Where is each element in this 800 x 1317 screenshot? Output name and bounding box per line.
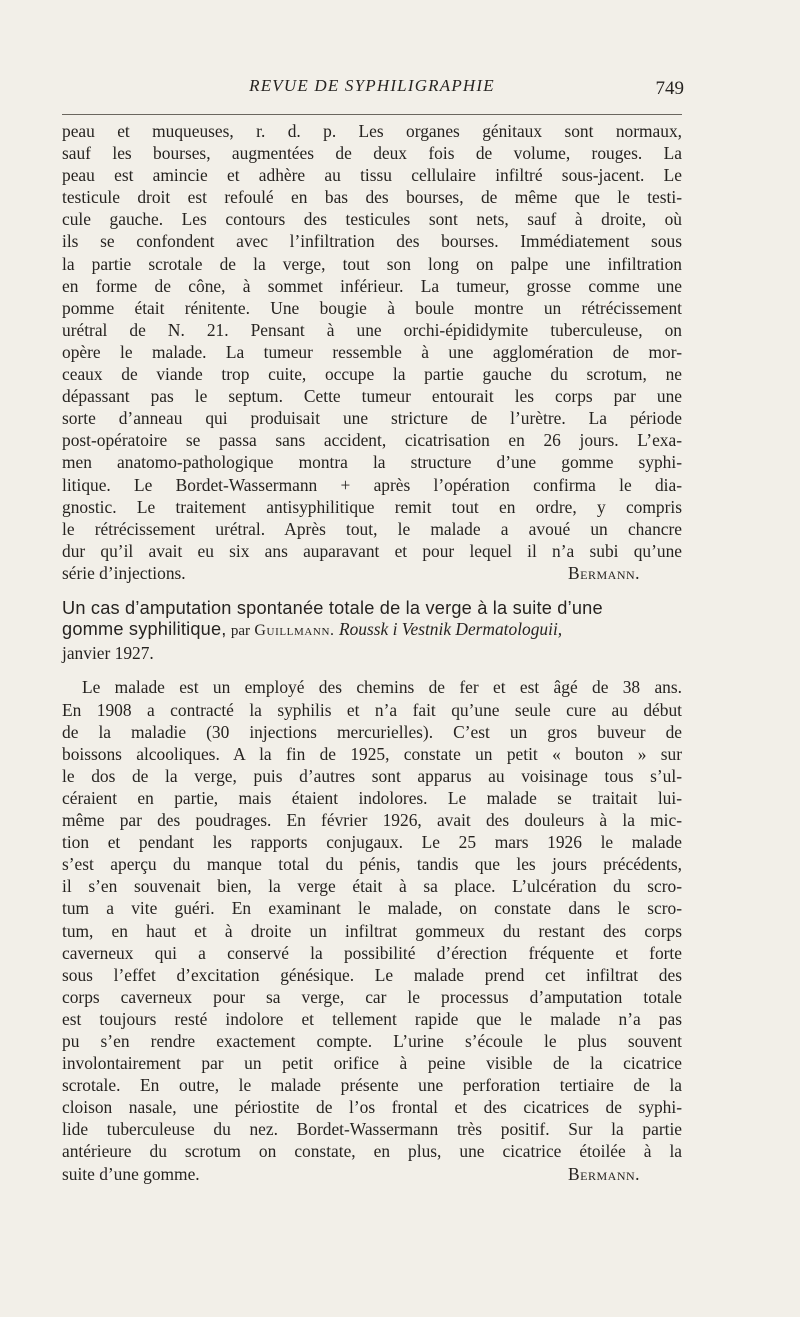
article-lines xyxy=(62,676,682,1162)
text-line: en forme de cône, à sommet inférieur. La tumeur, grosse comme une xyxy=(62,275,682,296)
page-number: 749 xyxy=(655,78,684,99)
text-line: caverneux qui a conservé la possibilité d’érection fréquente et forte xyxy=(62,942,682,963)
text-line: cloison nasale, une périostite de l’os frontal et des cicatrices de syphi- xyxy=(62,1097,682,1118)
text-line: s’est aperçu du manque total du pénis, tandis que les jours précédents, xyxy=(62,854,682,875)
text-line: peau et muqueuses, r. d. p. Les organes génitaux sont normaux, xyxy=(62,121,682,141)
author-signature: Bermann. xyxy=(568,562,640,583)
text-line: sauf les bourses, augmentées de deux fois de volume, rouges. La xyxy=(62,143,682,164)
text-line: dur qu’il avait eu six ans auparavant et pour lequel il n’a subi qu’une xyxy=(62,540,682,561)
text-line: dépassant pas le septum. Cette tumeur entourait les corps par une xyxy=(62,386,682,407)
header-rule xyxy=(62,114,682,115)
publication-date: janvier 1927. xyxy=(62,642,154,663)
text-line: peau est amincie et adhère au tissu cellulaire infiltré sous-jacent. Le xyxy=(62,165,682,186)
page-header xyxy=(62,76,682,106)
signature-line xyxy=(62,562,682,584)
text-line: tion et pendant les rapports conjugaux. Le 25 mars 1926 le malade xyxy=(62,832,682,853)
article-paragraph xyxy=(62,676,682,1184)
text-line: pomme était rénitente. Une bougie à boule montre un rétrécissement xyxy=(62,297,682,318)
continuation-lines xyxy=(62,120,682,562)
text-line: gnostic. Le traitement antisyphilitique remit tout en ordre, y compris xyxy=(62,496,682,517)
text-line: corps caverneux pour sa verge, car le processus d’amputation totale xyxy=(62,986,682,1007)
text-line: tum a vite guéri. En examinant le malade, on constate dans le scro- xyxy=(62,898,682,919)
article-heading xyxy=(62,598,682,665)
article-title: Un cas d’amputation spontanée totale de la verge à la suite d’une xyxy=(62,597,603,618)
text-line: post-opératoire se passa sans accident, cicatrisation en 26 jours. L’exa- xyxy=(62,430,682,451)
text-line: scrotale. En outre, le malade présente une perforation tertiaire de la xyxy=(62,1075,682,1096)
text-line: sous l’effet d’excitation génésique. Le malade prend cet infiltrat des xyxy=(62,964,682,985)
author-signature: Bermann. xyxy=(568,1163,640,1184)
signature-line xyxy=(62,1163,682,1185)
text-line: ils se confondent avec l’infiltration des bourses. Immédiatement sous xyxy=(62,231,682,252)
text-line: suite d’une gomme. xyxy=(62,1163,200,1184)
running-title: REVUE DE SYPHILIGRAPHIE xyxy=(249,76,495,95)
text-line: la partie scrotale de la verge, tout son long on palpe une infiltration xyxy=(62,253,682,274)
article-title-line xyxy=(62,619,682,643)
text-line: lide tuberculeuse du nez. Bordet-Wassermann très positif. Sur la partie xyxy=(62,1119,682,1140)
text-line: Le malade est un employé des chemins de fer et est âgé de 38 ans. xyxy=(82,677,682,698)
text-line: série d’injections. xyxy=(62,562,186,583)
text-line: même par des poudrages. En février 1926, avait des douleurs à la mic- xyxy=(62,810,682,831)
text-line: le rétrécissement urétral. Après tout, le malade a avoué un chancre xyxy=(62,518,682,539)
text-line: litique. Le Bordet-Wassermann + après l’opération confirma le dia- xyxy=(62,474,682,495)
journal-name: Roussk i Vestnik Dermatologuii, xyxy=(338,619,563,640)
text-line: involontairement par un petit orifice à peine visible de la cicatrice xyxy=(62,1053,682,1074)
text-line: pu s’en rendre exactement compte. L’urine s’écoule le plus souvent xyxy=(62,1030,682,1051)
text-line: ceaux de viande trop cuite, occupe la partie gauche du scrotum, ne xyxy=(62,364,682,385)
byline-par: par xyxy=(230,623,251,640)
text-line: le dos de la verge, puis d’autres sont apparus au voisinage tous s’ul- xyxy=(62,765,682,786)
text-line: En 1908 a contracté la syphilis et n’a fait qu’une seule cure au début xyxy=(62,699,682,720)
body-text xyxy=(62,120,682,1185)
text-line: antérieure du scrotum on constate, en plus, une cicatrice étoilée à la xyxy=(62,1141,682,1162)
text-line: est toujours resté indolore et tellement rapide que le malade n’a pas xyxy=(62,1008,682,1029)
text-line: cule gauche. Les contours des testicules sont nets, sauf à droite, où xyxy=(62,209,682,230)
text-line: urétral de N. 21. Pensant à une orchi-épididymite tuberculeuse, on xyxy=(62,319,682,340)
text-line: céraient en partie, mais étaient indolores. Le malade se traitait lui- xyxy=(62,787,682,808)
text-line: testicule droit est refoulé en bas des bourses, de même que le testi- xyxy=(62,187,682,208)
text-line: opère le malade. La tumeur ressemble à une agglomération de mor- xyxy=(62,341,682,362)
text-line: il s’en souvenait bien, la verge était à sa place. L’ulcération du scro- xyxy=(62,876,682,897)
article-title-line xyxy=(62,598,682,620)
byline-author: Guillmann. xyxy=(254,622,335,640)
text-line: de la maladie (30 injections mercurielles). C’est un gros buveur de xyxy=(62,721,682,742)
text-line: men anatomo-pathologique montra la structure d’une gomme syphi- xyxy=(62,452,682,473)
text-line: sorte d’anneau qui produisait une stricture de l’urètre. La période xyxy=(62,408,682,429)
article-title-continued: gomme syphilitique, xyxy=(62,619,227,640)
text-line: tum, en haut et à droite un infiltrat gommeux du restant des corps xyxy=(62,920,682,941)
text-line: boissons alcooliques. A la fin de 1925, constate un petit « bouton » sur xyxy=(62,743,682,764)
continuation-paragraph xyxy=(62,120,682,584)
